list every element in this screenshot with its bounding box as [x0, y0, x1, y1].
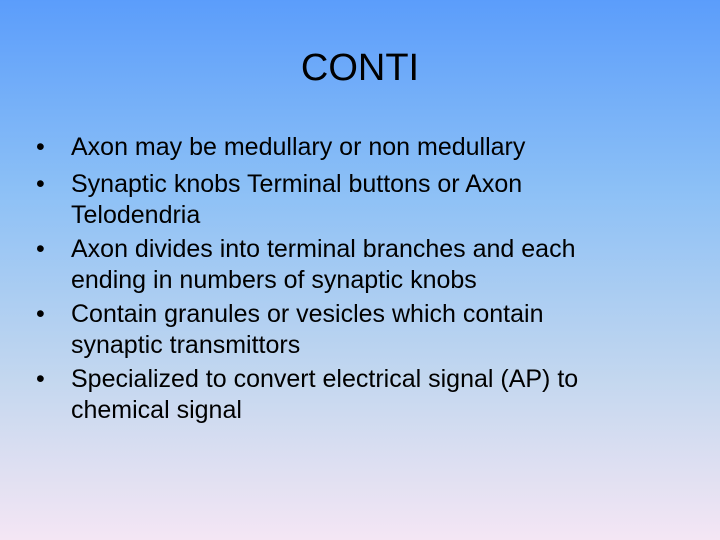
slide-title: CONTI — [300, 47, 420, 89]
bullet-item — [36, 129, 686, 166]
bullet-item — [36, 231, 686, 296]
bullet-item — [36, 296, 686, 361]
bullet-dot-icon: • — [36, 365, 45, 393]
bullet-text: Axon divides into terminal branches and each — [71, 235, 576, 263]
bullet-text-continuation: synaptic transmittors — [71, 331, 301, 359]
bullet-dot-icon: • — [36, 170, 45, 198]
bullet-text: Axon may be medullary or non medullary — [71, 133, 526, 161]
bullet-list — [36, 129, 686, 426]
bullet-text: Synaptic knobs Terminal buttons or Axon — [71, 170, 523, 198]
bullet-item — [36, 361, 686, 426]
bullet-text: Contain granules or vesicles which contain — [71, 300, 544, 328]
bullet-item — [36, 166, 686, 231]
bullet-text-continuation: chemical signal — [71, 396, 242, 424]
bullet-dot-icon: • — [36, 300, 45, 328]
bullet-dot-icon: • — [36, 133, 45, 161]
bullet-text-continuation: ending in numbers of synaptic knobs — [71, 266, 477, 294]
bullet-text-continuation: Telodendria — [71, 201, 201, 229]
bullet-dot-icon: • — [36, 235, 45, 263]
bullet-text: Specialized to convert electrical signal (AP) to — [71, 365, 579, 393]
